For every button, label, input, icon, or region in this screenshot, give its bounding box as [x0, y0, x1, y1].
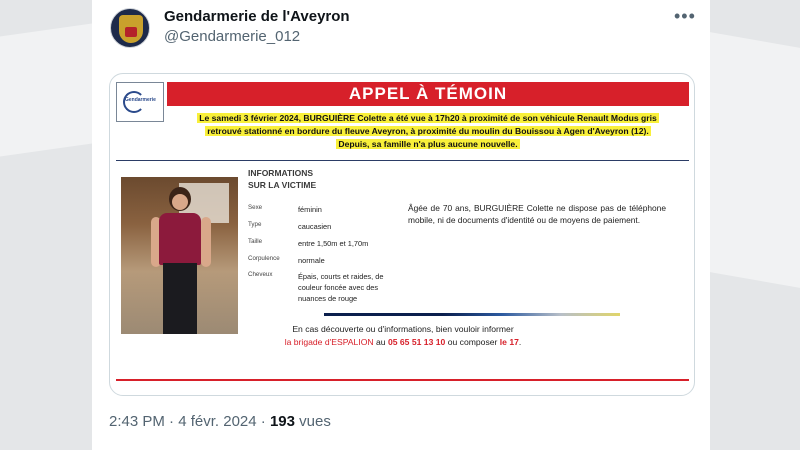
- footer-brigade-prefix: la brigade d': [284, 337, 332, 347]
- logo-text: Gendarmerie: [125, 97, 156, 103]
- poster-bottom-line: [116, 379, 689, 381]
- gendarmerie-logo: [116, 82, 164, 122]
- footer-emergency: le 17: [499, 337, 519, 347]
- field-label: Sexe: [248, 204, 263, 211]
- photo-top: [159, 213, 201, 265]
- meta-separator: ·: [260, 413, 266, 430]
- info-heading: [248, 167, 316, 191]
- tweet-metadata: [109, 413, 331, 430]
- meta-separator: ·: [169, 413, 175, 430]
- profile-avatar[interactable]: [110, 8, 150, 48]
- photo-face: [172, 194, 188, 210]
- footer-end: .: [518, 337, 522, 347]
- poster-intro: [167, 112, 689, 151]
- field-label: Cheveux: [248, 271, 273, 278]
- gendarmerie-emblem-icon: [119, 15, 143, 43]
- intro-line-3: Depuis, sa famille n'a plus aucune nouvelle.: [338, 139, 518, 149]
- field-label: Corpulence: [248, 255, 280, 262]
- poster-title: APPEL À TÉMOIN: [167, 82, 689, 106]
- field-value: Épais, courts et raides, de couleur foncée avec des nuances de rouge: [298, 272, 384, 303]
- footer-line-2: [110, 337, 695, 347]
- tweet-date[interactable]: 4 févr. 2024: [178, 413, 257, 430]
- footer-line-1: En cas découverte ou d'informations, bien vouloir informer: [292, 324, 514, 334]
- background-panel-right: [710, 32, 800, 288]
- footer-or: ou composer: [445, 337, 500, 347]
- footer-phone: 05 65 51 13 10: [387, 337, 446, 347]
- victim-description: Âgée de 70 ans, BURGUIÈRE Colette ne dispose pas de téléphone mobile, ni de documents d'identité ou de moyens de paiement.: [408, 203, 666, 225]
- field-label: Taille: [248, 238, 263, 245]
- intro-line-2: retrouvé stationné en bordure du fleuve Aveyron, à proximité du moulin du Bouissou à Agen d'Aveyron (12).: [207, 126, 649, 136]
- field-label: Type: [248, 221, 262, 228]
- background-panel-left: [0, 24, 92, 157]
- field-value: caucasien: [298, 222, 332, 231]
- info-heading-line-1: INFORMATIONS: [248, 168, 314, 178]
- tweet-card: [92, 0, 710, 450]
- color-bar: [324, 313, 620, 316]
- tweet-time[interactable]: 2:43 PM: [109, 413, 165, 430]
- display-name[interactable]: Gendarmerie de l'Aveyron: [164, 8, 350, 25]
- field-value: normale: [298, 256, 325, 265]
- footer-brigade-name: ESPALION: [331, 337, 374, 347]
- tweet-media-image[interactable]: [109, 73, 695, 396]
- divider: [116, 160, 689, 161]
- user-handle[interactable]: @Gendarmerie_012: [164, 28, 301, 45]
- field-value: entre 1,50m et 1,70m: [298, 239, 369, 248]
- intro-line-1: Le samedi 3 février 2024, BURGUIÈRE Colette a été vue à 17h20 à proximité de son véhicule Renault Modus gris: [199, 113, 657, 123]
- more-options-icon[interactable]: •••: [674, 6, 696, 26]
- field-value: féminin: [298, 205, 322, 214]
- footer-middle: au: [373, 337, 388, 347]
- views-count[interactable]: 193: [269, 413, 295, 430]
- photo-arm-right: [201, 217, 211, 267]
- info-heading-line-2: SUR LA VICTIME: [248, 180, 317, 190]
- victim-photo: [121, 177, 238, 334]
- views-label: vues: [299, 413, 331, 430]
